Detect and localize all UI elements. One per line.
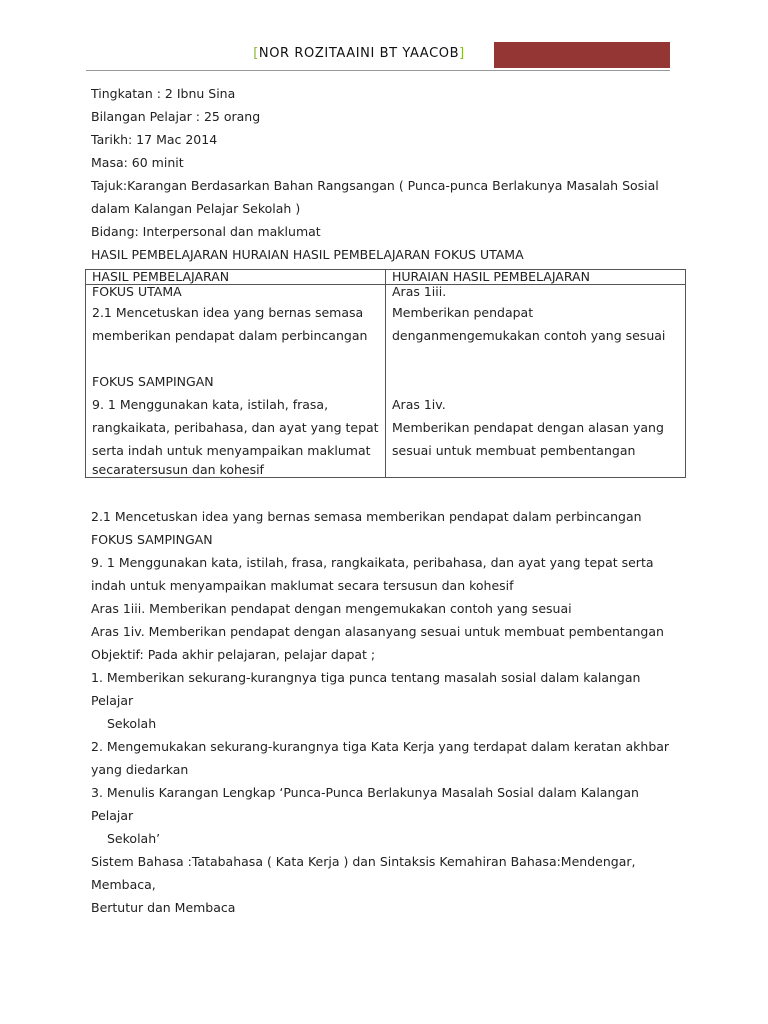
topic-line-cont: dalam Kalangan Pelajar Sekolah ) [91,201,301,216]
students-line: Bilangan Pelajar : 25 orang [91,109,261,124]
cell-line [392,347,679,370]
table-row [86,285,686,478]
body-line: Aras 1iv. Memberikan pendapat dengan alasanyang sesuai untuk membuat pembentangan [91,624,664,639]
table-cell-descriptions [386,285,686,478]
body-line: 9. 1 Menggunakan kata, istilah, frasa, rangkaikata, peribahasa, dan ayat yang tepat serta [91,555,654,570]
cell-line: Aras 1iv. [392,397,446,412]
cell-line: sesuai untuk membuat pembentangan [392,443,636,458]
table-header-outcome: HASIL PEMBELAJARAN [86,270,386,285]
cell-line: memberikan pendapat dalam perbincangan [92,328,368,343]
body-line: 2. Mengemukakan sekurang-kurangnya tiga Kata Kerja yang terdapat dalam keratan akhbar [91,739,670,754]
body-line: Membaca, [91,877,156,892]
cell-line [392,462,679,477]
cell-line: 2.1 Mencetuskan idea yang bernas semasa [92,305,364,320]
body-line: FOKUS SAMPINGAN [91,532,213,547]
header-accent-bar [494,42,670,68]
outcome-heading: HASIL PEMBELAJARAN HURAIAN HASIL PEMBELAJARAN FOKUS UTAMA [91,247,524,262]
body-line: yang diedarkan [91,762,189,777]
cell-line: FOKUS UTAMA [92,284,182,299]
cell-line [392,370,679,393]
bracket-open: [ [253,46,259,61]
author-name: NOR ROZITAAINI BT YAACOB [258,46,460,61]
cell-line: Memberikan pendapat [392,305,534,320]
body-section [91,505,681,919]
topic-line: Tajuk:Karangan Berdasarkan Bahan Rangsangan ( Punca-punca Berlakunya Masalah Sosial [91,178,659,193]
cell-line: FOKUS SAMPINGAN [92,374,214,389]
body-line: Sekolah’ [107,831,161,846]
cell-line [92,347,379,370]
body-line: Sistem Bahasa :Tatabahasa ( Kata Kerja ) dan Sintaksis Kemahiran Bahasa:Mendengar, [91,854,636,869]
learning-outcomes-table [85,269,686,478]
cell-line: secaratersusun dan kohesif [92,462,264,477]
body-line: Aras 1iii. Memberikan pendapat dengan mengemukakan contoh yang sesuai [91,601,572,616]
cell-line: 9. 1 Menggunakan kata, istilah, frasa, [92,397,329,412]
body-line: Bertutur dan Membaca [91,900,236,915]
header-title [226,46,492,61]
intro-section [91,82,681,266]
cell-line: Memberikan pendapat dengan alasan yang [392,420,664,435]
field-line: Bidang: Interpersonal dan maklumat [91,224,321,239]
cell-line: serta indah untuk menyampaikan maklumat [92,443,371,458]
page-header [86,42,670,71]
cell-line: rangkaikata, peribahasa, dan ayat yang tepat [92,420,379,435]
bracket-close: ] [459,46,465,61]
date-line: Tarikh: 17 Mac 2014 [91,132,218,147]
body-line: 3. Menulis Karangan Lengkap ‘Punca-Punca Berlakunya Masalah Sosial dalam Kalangan [91,785,639,800]
body-line: Pelajar [91,693,134,708]
body-line: 2.1 Mencetuskan idea yang bernas semasa memberikan pendapat dalam perbincangan [91,509,642,524]
table-header-row [86,270,686,285]
table-header-description: HURAIAN HASIL PEMBELAJARAN [386,270,686,285]
body-line: indah untuk menyampaikan maklumat secara tersusun dan kohesif [91,578,514,593]
body-line: Pelajar [91,808,134,823]
duration-line: Masa: 60 minit [91,155,184,170]
cell-line: denganmengemukakan contoh yang sesuai [392,328,666,343]
body-line: 1. Memberikan sekurang-kurangnya tiga punca tentang masalah sosial dalam kalangan [91,670,641,685]
cell-line: Aras 1iii. [392,284,447,299]
class-line: Tingkatan : 2 Ibnu Sina [91,86,236,101]
body-line: Sekolah [107,716,157,731]
objective-line: Objektif: Pada akhir pelajaran, pelajar dapat ; [91,647,376,662]
table-cell-outcomes [86,285,386,478]
